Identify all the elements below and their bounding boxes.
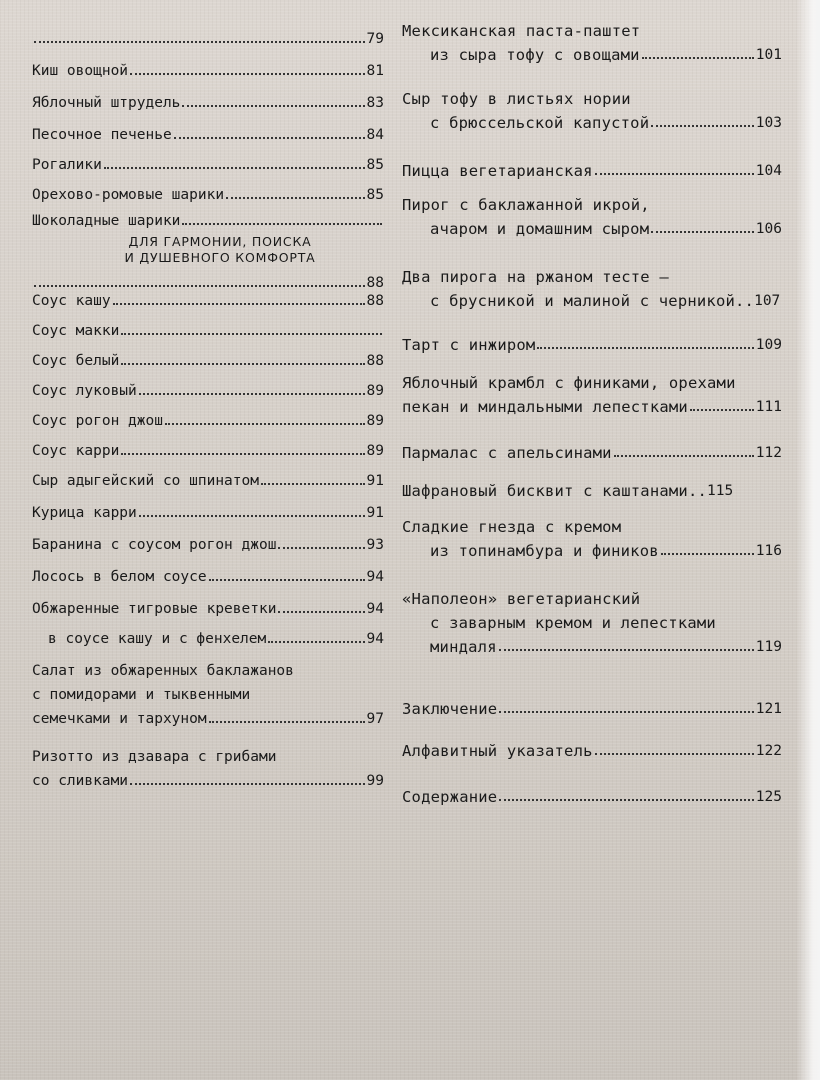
toc-entry [32, 530, 384, 554]
entry-title: Соус луковый [32, 383, 137, 399]
toc-line [32, 150, 384, 174]
toc-line [402, 262, 782, 286]
toc-line [402, 536, 782, 560]
entry-title: Баранина с соусом рогон джош [32, 537, 277, 553]
toc-line [402, 40, 782, 64]
leader-dots [690, 408, 754, 411]
toc-entry [402, 782, 782, 806]
leader-dots [139, 392, 365, 395]
entry-title: миндаля [430, 638, 497, 656]
entry-title: с заварным кремом и лепестками [430, 614, 716, 632]
toc-line [32, 88, 384, 112]
entry-title: Салат из обжаренных баклажанов [32, 663, 294, 679]
toc-line [32, 594, 384, 618]
entry-title: Курица карри [32, 505, 137, 521]
entry-title: Яблочный крамбл с финиками, орехами [402, 374, 736, 392]
page-number: 91 [366, 505, 384, 521]
toc-line [32, 286, 384, 310]
page-number: 111 [755, 399, 782, 415]
toc-line [402, 736, 782, 760]
entry-title: Содержание [402, 788, 498, 806]
page-number: 89 [366, 443, 384, 459]
toc-entry [32, 466, 384, 490]
toc-line [402, 608, 782, 632]
toc-line [32, 466, 384, 490]
entry-title: Пармалас с апельсинами [402, 444, 612, 462]
entry-title: Тарт с инжиром [402, 336, 536, 354]
leader-dots [499, 710, 753, 713]
page-number: 125 [755, 789, 782, 805]
page-number: 81 [366, 63, 384, 79]
toc-entry [402, 84, 782, 132]
leader-dots [121, 452, 364, 455]
leader-dots [614, 454, 754, 457]
page-number: 94 [366, 601, 384, 617]
page-number: 103 [755, 115, 782, 131]
toc-line [402, 84, 782, 108]
page-number: 99 [366, 773, 384, 789]
page-number: 104 [755, 163, 782, 179]
toc-line [32, 120, 384, 144]
leader-dots [661, 552, 754, 555]
toc-line [32, 436, 384, 460]
toc-line [32, 346, 384, 370]
toc-entry [32, 376, 384, 400]
leader-dots [499, 798, 753, 801]
leader-dots [268, 640, 364, 643]
toc-line [402, 438, 782, 462]
toc-line [32, 24, 384, 48]
leader-dots [121, 362, 364, 365]
toc-line [32, 498, 384, 522]
toc-line [402, 392, 782, 416]
entry-title: со сливками [32, 773, 129, 789]
toc-line [32, 206, 384, 230]
entry-title: Шоколадные шарики [32, 213, 181, 229]
toc-entry [402, 156, 782, 180]
page-number: 83 [366, 95, 384, 111]
toc-entry [32, 316, 384, 340]
entry-title: Яблочный штрудель [32, 95, 181, 111]
toc-entry [402, 512, 782, 560]
toc-line [402, 156, 782, 180]
page-number: 106 [755, 221, 782, 237]
page-number: 94 [366, 569, 384, 585]
section-title-line: И ДУШЕВНОГО КОМФОРТА [124, 250, 316, 265]
page-number: 112 [755, 445, 782, 461]
toc-entry [402, 476, 782, 500]
page-number: 119 [755, 639, 782, 655]
toc-entry [32, 120, 384, 144]
entry-title: Соус кашу [32, 293, 111, 309]
toc-entry [402, 190, 782, 238]
toc-line [402, 108, 782, 132]
toc-entry [32, 406, 384, 430]
entry-title: «Наполеон» вегетарианский [402, 590, 641, 608]
leader-dots [499, 648, 754, 651]
toc-entry [402, 736, 782, 760]
toc-line [402, 214, 782, 238]
leader-dots [130, 72, 365, 75]
leader-dots [226, 196, 364, 199]
leader-dots [261, 482, 365, 485]
leader-dots [209, 578, 365, 581]
entry-title: с брусникой и малиной с черникой.. [430, 292, 755, 310]
toc-line [32, 406, 384, 430]
toc-entry [32, 24, 384, 48]
toc-entry [402, 16, 782, 64]
toc-line [32, 624, 384, 648]
entry-title: Соус карри [32, 443, 120, 459]
leader-dots [104, 166, 365, 169]
toc-line [402, 694, 782, 718]
leader-dots [278, 610, 364, 613]
entry-title: Соус макки [32, 323, 120, 339]
leader-dots [537, 346, 753, 349]
toc-entry [32, 150, 384, 174]
entry-title: пекан и миндальными лепестками [402, 398, 688, 416]
leader-dots [278, 546, 364, 549]
toc-line [402, 16, 782, 40]
page-number: 93 [366, 537, 384, 553]
leader-dots [121, 332, 382, 335]
entry-title: Пицца вегетарианская [402, 162, 593, 180]
page-number: 88 [366, 293, 384, 309]
entry-title: Лосось в белом соусе [32, 569, 207, 585]
entry-title: Сыр адыгейский со шпинатом [32, 473, 259, 489]
entry-title: Рогалики [32, 157, 102, 173]
page-number: 94 [366, 631, 384, 647]
page-number: 91 [366, 473, 384, 489]
toc-line [402, 330, 782, 354]
toc-entry [402, 262, 782, 310]
page-number: 88 [366, 353, 384, 369]
toc-line [402, 476, 782, 500]
page-number: 116 [755, 543, 782, 559]
entry-title: в соусе кашу и с фенхелем [48, 631, 267, 647]
page-number: 101 [755, 47, 782, 63]
toc-line [402, 782, 782, 806]
toc-line [32, 562, 384, 586]
toc-line [402, 286, 782, 310]
toc-line [32, 376, 384, 400]
entry-title: с брюссельской капустой [430, 114, 650, 132]
entry-title: ачаром и домашним сыром [430, 220, 650, 238]
entry-title: из сыра тофу с овощами [430, 46, 640, 64]
leader-dots [34, 40, 365, 43]
leader-dots [182, 104, 364, 107]
page-number: 88 [366, 275, 384, 291]
entry-title: Пирог с баклажанной икрой, [402, 196, 650, 214]
toc-line [32, 742, 384, 766]
entry-title: семечками и тархуном [32, 711, 207, 727]
toc-line [402, 584, 782, 608]
toc-entry [32, 498, 384, 522]
page-number: 97 [366, 711, 384, 727]
toc-line [32, 656, 384, 680]
toc-entry [32, 594, 384, 618]
leader-dots [595, 752, 754, 755]
entry-title: Алфавитный указатель [402, 742, 593, 760]
toc-entry [32, 56, 384, 80]
page-number: 89 [366, 383, 384, 399]
page-number: 84 [366, 127, 384, 143]
entry-title: Песочное печенье [32, 127, 172, 143]
leader-dots [209, 720, 365, 723]
leader-dots [595, 172, 754, 175]
toc-line [32, 704, 384, 728]
leader-dots [642, 56, 754, 59]
toc-entry [32, 742, 384, 790]
leader-dots [139, 514, 365, 517]
leader-dots [182, 222, 382, 225]
toc-line [32, 180, 384, 204]
page-number: 85 [366, 157, 384, 173]
leader-dots [174, 136, 365, 139]
entry-title: Два пирога на ржаном тесте – [402, 268, 669, 286]
toc-entry [32, 562, 384, 586]
toc-line [402, 368, 782, 392]
leader-dots [130, 782, 365, 785]
entry-title: Соус рогон джош [32, 413, 163, 429]
toc-entry [32, 286, 384, 310]
page-number: 122 [755, 743, 782, 759]
leader-dots [651, 124, 754, 127]
toc-entry [32, 346, 384, 370]
leader-dots [651, 230, 754, 233]
page-edge [796, 0, 820, 1080]
entry-title: с помидорами и тыквенными [32, 687, 251, 703]
entry-title: Заключение [402, 700, 498, 718]
entry-title: Сладкие гнезда с кремом [402, 518, 622, 536]
toc-line [32, 530, 384, 554]
page-number: 121 [755, 701, 782, 717]
section-title-line: ДЛЯ ГАРМОНИИ, ПОИСКА [128, 234, 312, 249]
toc-entry [402, 694, 782, 718]
toc-line [32, 56, 384, 80]
page-number: 115 [707, 483, 734, 499]
entry-title: Сыр тофу в листьях нории [402, 90, 631, 108]
leader-dots [165, 422, 365, 425]
toc-line [32, 680, 384, 704]
entry-title: Шафрановый бисквит с каштанами.. [402, 482, 708, 500]
toc-entry [32, 656, 384, 728]
page-number: 79 [366, 31, 384, 47]
toc-entry [32, 206, 384, 230]
toc-line [402, 512, 782, 536]
entry-title: из топинамбура и фиников [430, 542, 659, 560]
toc-line [402, 190, 782, 214]
toc-entry [32, 180, 384, 204]
toc-entry [32, 88, 384, 112]
entry-title: Обжаренные тигровые креветки [32, 601, 277, 617]
page-number: 107 [754, 293, 781, 309]
entry-title: Ризотто из дзавара с грибами [32, 749, 277, 765]
section-title [90, 234, 350, 266]
entry-title: Соус белый [32, 353, 120, 369]
page-number: 85 [366, 187, 384, 203]
toc-entry [402, 584, 782, 656]
leader-dots [113, 302, 365, 305]
toc-entry [32, 436, 384, 460]
toc-line [32, 316, 384, 340]
toc-entry [402, 438, 782, 462]
page-number: 109 [755, 337, 782, 353]
entry-title: Мексиканская паста-паштет [402, 22, 641, 40]
entry-title: Орехово-ромовые шарики [32, 187, 225, 203]
toc-entry [402, 330, 782, 354]
toc-line [402, 632, 782, 656]
entry-title: Киш овощной [32, 63, 129, 79]
toc-entry [32, 624, 384, 648]
toc-line [32, 766, 384, 790]
toc-entry [402, 368, 782, 416]
page-number: 89 [366, 413, 384, 429]
